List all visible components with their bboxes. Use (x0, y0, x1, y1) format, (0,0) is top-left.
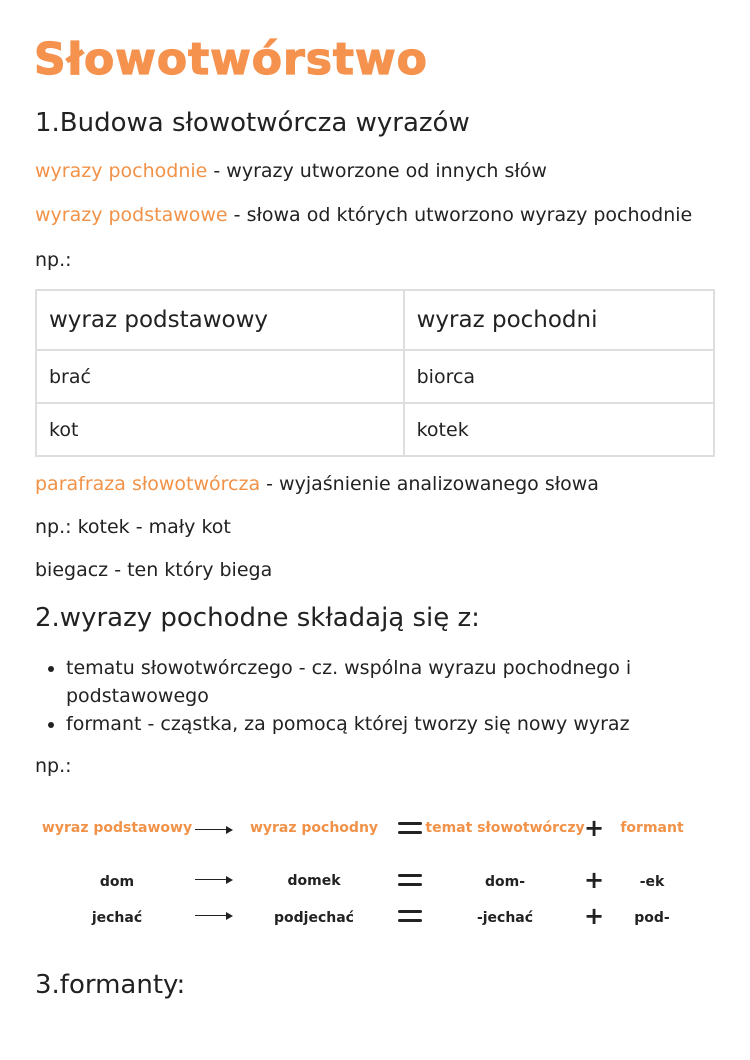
plus-icon: + (583, 902, 605, 930)
diagram-cell: domek (287, 873, 341, 889)
list-item: • formant - cząstka, za pomocą której tworzy się nowy wyraz (66, 710, 726, 738)
section-1-heading: 1.Budowa słowotwórcza wyrazów (35, 108, 470, 138)
example-table (35, 289, 715, 457)
equals-icon (398, 874, 422, 892)
arrow-icon (195, 879, 231, 880)
column-header: wyraz podstawowy (36, 290, 404, 350)
page-title: Słowotwórstwo (34, 34, 428, 85)
table-cell: kot (36, 403, 404, 456)
diagram-cell: pod- (634, 910, 670, 926)
word-formation-diagram (0, 800, 750, 950)
example-label: np.: (35, 755, 72, 777)
example-line: biegacz - ten który biega (35, 559, 273, 581)
plus-icon: + (583, 866, 605, 894)
diagram-cell: dom (99, 874, 135, 890)
definition-text: - wyjaśnienie analizowanego słowa (260, 473, 599, 495)
definition-base-words (35, 204, 692, 226)
bullet-list (35, 654, 726, 738)
column-header: wyraz pochodni (404, 290, 714, 350)
table-header-row (36, 290, 714, 350)
equals-icon (398, 910, 422, 928)
definition-text: - wyrazy utworzone od innych słów (207, 160, 547, 182)
diagram-cell: podjechać (274, 910, 354, 926)
term-derived-words: wyrazy pochodnie (35, 160, 208, 182)
section-2-heading: 2.wyrazy pochodne składają się z: (35, 603, 480, 633)
equals-icon (398, 822, 422, 840)
definition-paraphrase (35, 473, 599, 495)
diagram-header: wyraz pochodny (249, 820, 379, 836)
diagram-cell: jechać (91, 910, 143, 926)
plus-icon: + (583, 814, 605, 842)
diagram-header: formant (620, 820, 684, 836)
term-base-words: wyrazy podstawowe (35, 204, 228, 226)
example-label: np.: (35, 249, 72, 271)
list-item: • tematu słowotwórczego - cz. wspólna wyrazu pochodnego i podstawowego (66, 654, 726, 710)
definition-derived-words (35, 160, 547, 182)
diagram-cell: dom- (484, 874, 526, 890)
definition-text: - słowa od których utworzono wyrazy pochodnie (227, 204, 693, 226)
diagram-header: wyraz podstawowy (41, 820, 193, 836)
table-cell: kotek (404, 403, 714, 456)
example-line: np.: kotek - mały kot (35, 516, 231, 538)
arrow-icon (195, 829, 231, 830)
table-row (36, 403, 714, 456)
diagram-cell: -jechać (476, 910, 534, 926)
table-cell: biorca (404, 350, 714, 403)
table-row (36, 350, 714, 403)
term-paraphrase: parafraza słowotwórcza (35, 473, 261, 495)
diagram-header: temat słowotwórczy (425, 820, 585, 836)
diagram-cell: -ek (639, 874, 665, 890)
section-3-heading: 3.formanty: (35, 970, 186, 1000)
table-cell: brać (36, 350, 404, 403)
arrow-icon (195, 915, 231, 916)
